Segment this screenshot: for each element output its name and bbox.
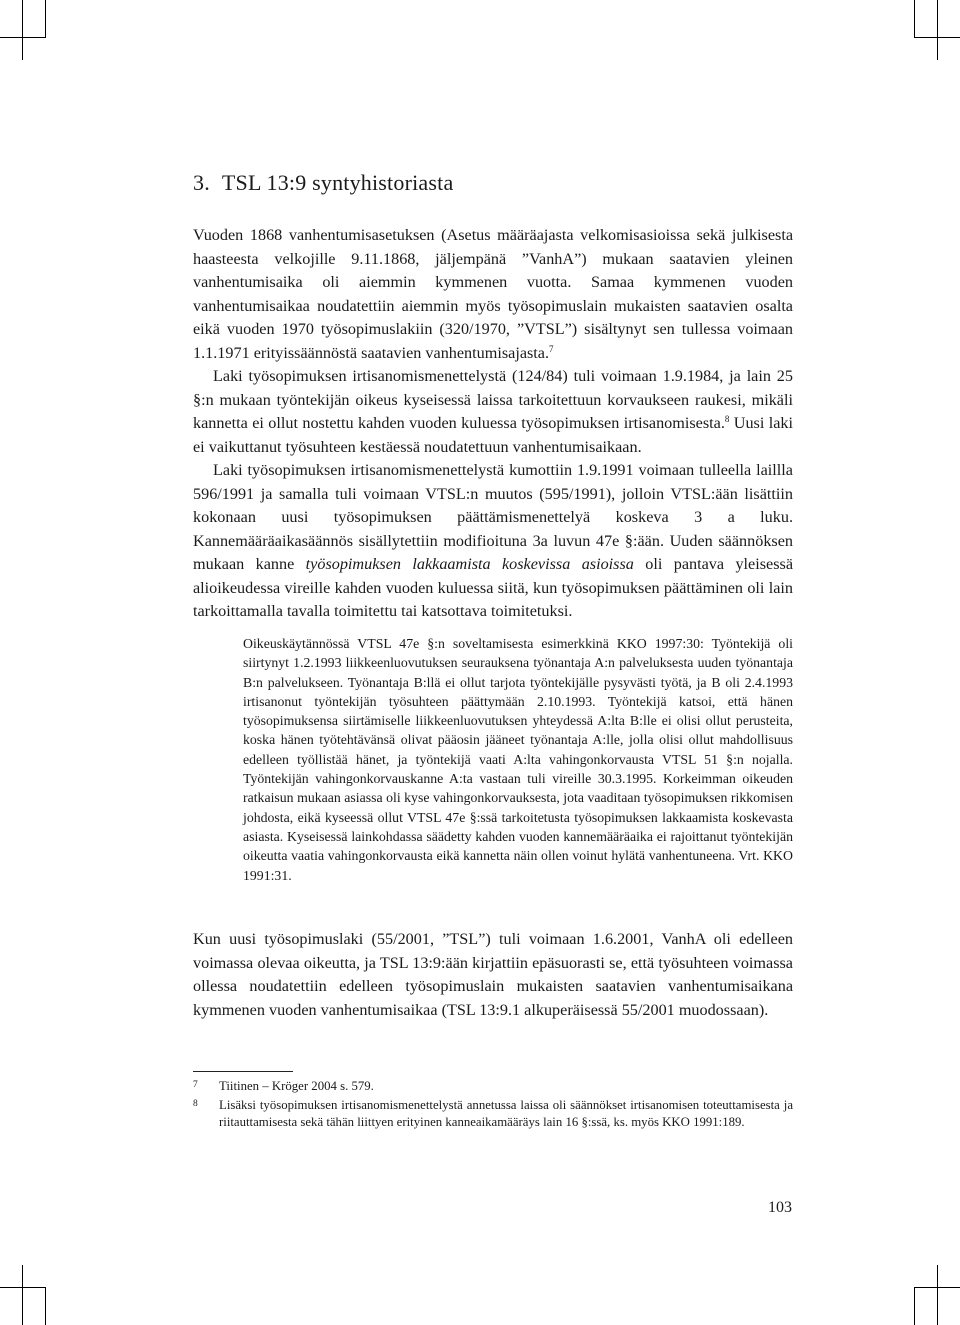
paragraph-text: oli pantava yleisessä alioikeudessa vireille kahden vuoden kuluessa siitä, kun työsopimuksen päättäminen oli lain tarkoittamalla tavalla toimitettu tai katsottava toimitetuksi. xyxy=(193,555,793,620)
paragraph xyxy=(193,365,793,459)
paragraph-text: Laki työsopimuksen irtisanomismenettelystä kumottiin 1.9.1991 voimaan tulleella laillla 596/1991 ja samalla tuli voimaan VTSL:n muutos (595/1991), jolloin VTSL:ään lisättiin kokonaan uusi työsopimuksen päättämismenettelyä koskeva 3 a luku. Kannemääräaikasäännös sisällytettiin modifioituna 3a luvun 47e §:ään. Uuden säännöksen mukaan kanne xyxy=(193,461,793,573)
crop-mark xyxy=(45,1287,46,1325)
footnote-mark: 8 xyxy=(193,1098,198,1109)
footnote-separator xyxy=(193,1071,293,1072)
page-number: 103 xyxy=(768,1199,792,1216)
footnotes xyxy=(193,1078,793,1133)
case-example-text: Oikeuskäytännössä VTSL 47e §:n soveltamisesta esimerkkinä KKO 1997:30: Työntekijä oli siirtynyt 1.2.1993 liikkeenluovutuksen seurauksena työnantaja A:n palveluksesta uuden työnantaja B:n palvelukseen. Työnantaja B:llä ei ollut tarjota työntekijälle pysyvästi työtä, ja B oli 2.4.1993 irtisanonut työntekijän työsuhteen päättymään 2.10.1993. Työntekijä katsoi, että hänen työsopimuksensa siirtämiselle liikkeenluovutuksen yhteydessä A:lta B:lle ei olisi ollut perusteita, koska hänen työtehtävänsä olivat pääosin jääneet työnantaja A:lle, jolla olisi ollut mahdollisuus edelleen työllistää hänet, ja työntekijä vaati A:lta vahingonkorvausta VTSL 51 §:n nojalla. Työntekijän vahingonkorvauskanne A:ta vastaan tuli vireille 30.3.1995. Korkeimman oikeuden ratkaisun mukaan asiassa oli kyse vahingonkorvauksesta, jota vaaditaan työsopimuksen rikkomisen johdosta, eikä kyseessä ollut VTSL 47e §:ssä tarkoitetusta työsopimuksen lakkaamista koskevasta asiasta. Kyseisessä lainkohdassa säädetty kahden vuoden kannemääräaika ei rajoittanut työntekijän oikeutta vaatia vahingonkorvausta eikä kannetta näin ollen voinut hylätä vanhentuneena. Vrt. KKO 1991:31. xyxy=(243,636,793,883)
paragraph xyxy=(193,459,793,624)
paragraph-text: Laki työsopimuksen irtisanomismenettelystä (124/84) tuli voimaan 1.9.1984, ja lain 25 §:n mukaan työntekijän oikeus kyseisessä laissa tarkoitettuun korvaukseen raukesi, mikäli kannetta ei ollut nostettu kahden vuoden kuluessa työsopimuksen irtisanomisesta. xyxy=(193,367,793,432)
crop-mark xyxy=(915,1287,960,1288)
crop-mark xyxy=(0,37,45,38)
footnote-ref: 7 xyxy=(549,343,554,354)
footnote-ref: 8 xyxy=(724,414,730,424)
emphasis-text: työsopimuksen lakkaamista koskevissa asioissa xyxy=(305,555,634,573)
section-heading xyxy=(193,170,453,196)
crop-mark xyxy=(22,0,23,60)
crop-mark xyxy=(937,1265,938,1325)
footnote-mark: 7 xyxy=(193,1080,198,1090)
footnote-text: Lisäksi työsopimuksen irtisanomismenettelystä annetussa laissa oli säännökset irtisanomisen toteuttamisesta ja riitauttamisesta sekä tähän liittyen erityinen kanneaikamääräys lain 16 §:ssä, ks. myös KKO 1991:189. xyxy=(219,1097,793,1129)
footnote-text: Tiitinen – Kröger 2004 s. 579. xyxy=(219,1079,374,1093)
closing-text xyxy=(193,928,793,1022)
section-title: TSL 13:9 syntyhistoriasta xyxy=(221,170,454,195)
crop-mark xyxy=(914,1287,915,1325)
crop-mark xyxy=(914,0,915,38)
crop-mark xyxy=(45,0,46,38)
main-text xyxy=(193,224,793,624)
paragraph-text: Vuoden 1868 vanhentumisasetuksen (Asetus määräajasta velkomisasioissa sekä julkisesta haasteesta velkojille 9.11.1868, jäljempänä ”VanhA”) mukaan saatavien yleinen vanhentumisaika oli aiemmin kymmenen vuotta. Samaa kymmenen vuoden vanhentumisaikaa noudatettiin aiemmin myös työsopimuslain mukaisten saatavien osalta eikä vuoden 1970 työsopimuslakiin (320/1970, ”VTSL”) sisältynyt sen tullessa voimaan 1.1.1971 erityissäännöstä saatavien vanhentumisajasta. xyxy=(193,226,793,362)
crop-mark xyxy=(0,1287,45,1288)
footnote xyxy=(193,1078,793,1096)
paragraph-text: Uusi laki ei vaikuttanut työsuhteen kestäessä noudatettuun vanhentumisaikaan. xyxy=(193,414,794,456)
crop-mark xyxy=(915,37,960,38)
paragraph: Kun uusi työsopimuslaki (55/2001, ”TSL”) tuli voimaan 1.6.2001, VanhA oli edelleen voimassa olevaa oikeutta, ja TSL 13:9:ään kirjattiin epäsuorasti se, että työsuhteen voimassa ollessa noudatettiin edelleen työsopimuslain mukaisten saatavien vanhentumisaikana kymmenen vuoden vanhentumisaikaa (TSL 13:9.1 alkuperäisessä 55/2001 muodossaan). xyxy=(193,930,793,1019)
crop-mark xyxy=(937,0,938,60)
section-number: 3. xyxy=(193,170,210,195)
crop-mark xyxy=(22,1265,23,1325)
case-example xyxy=(243,634,793,885)
paragraph xyxy=(193,224,793,365)
footnote xyxy=(193,1097,793,1132)
